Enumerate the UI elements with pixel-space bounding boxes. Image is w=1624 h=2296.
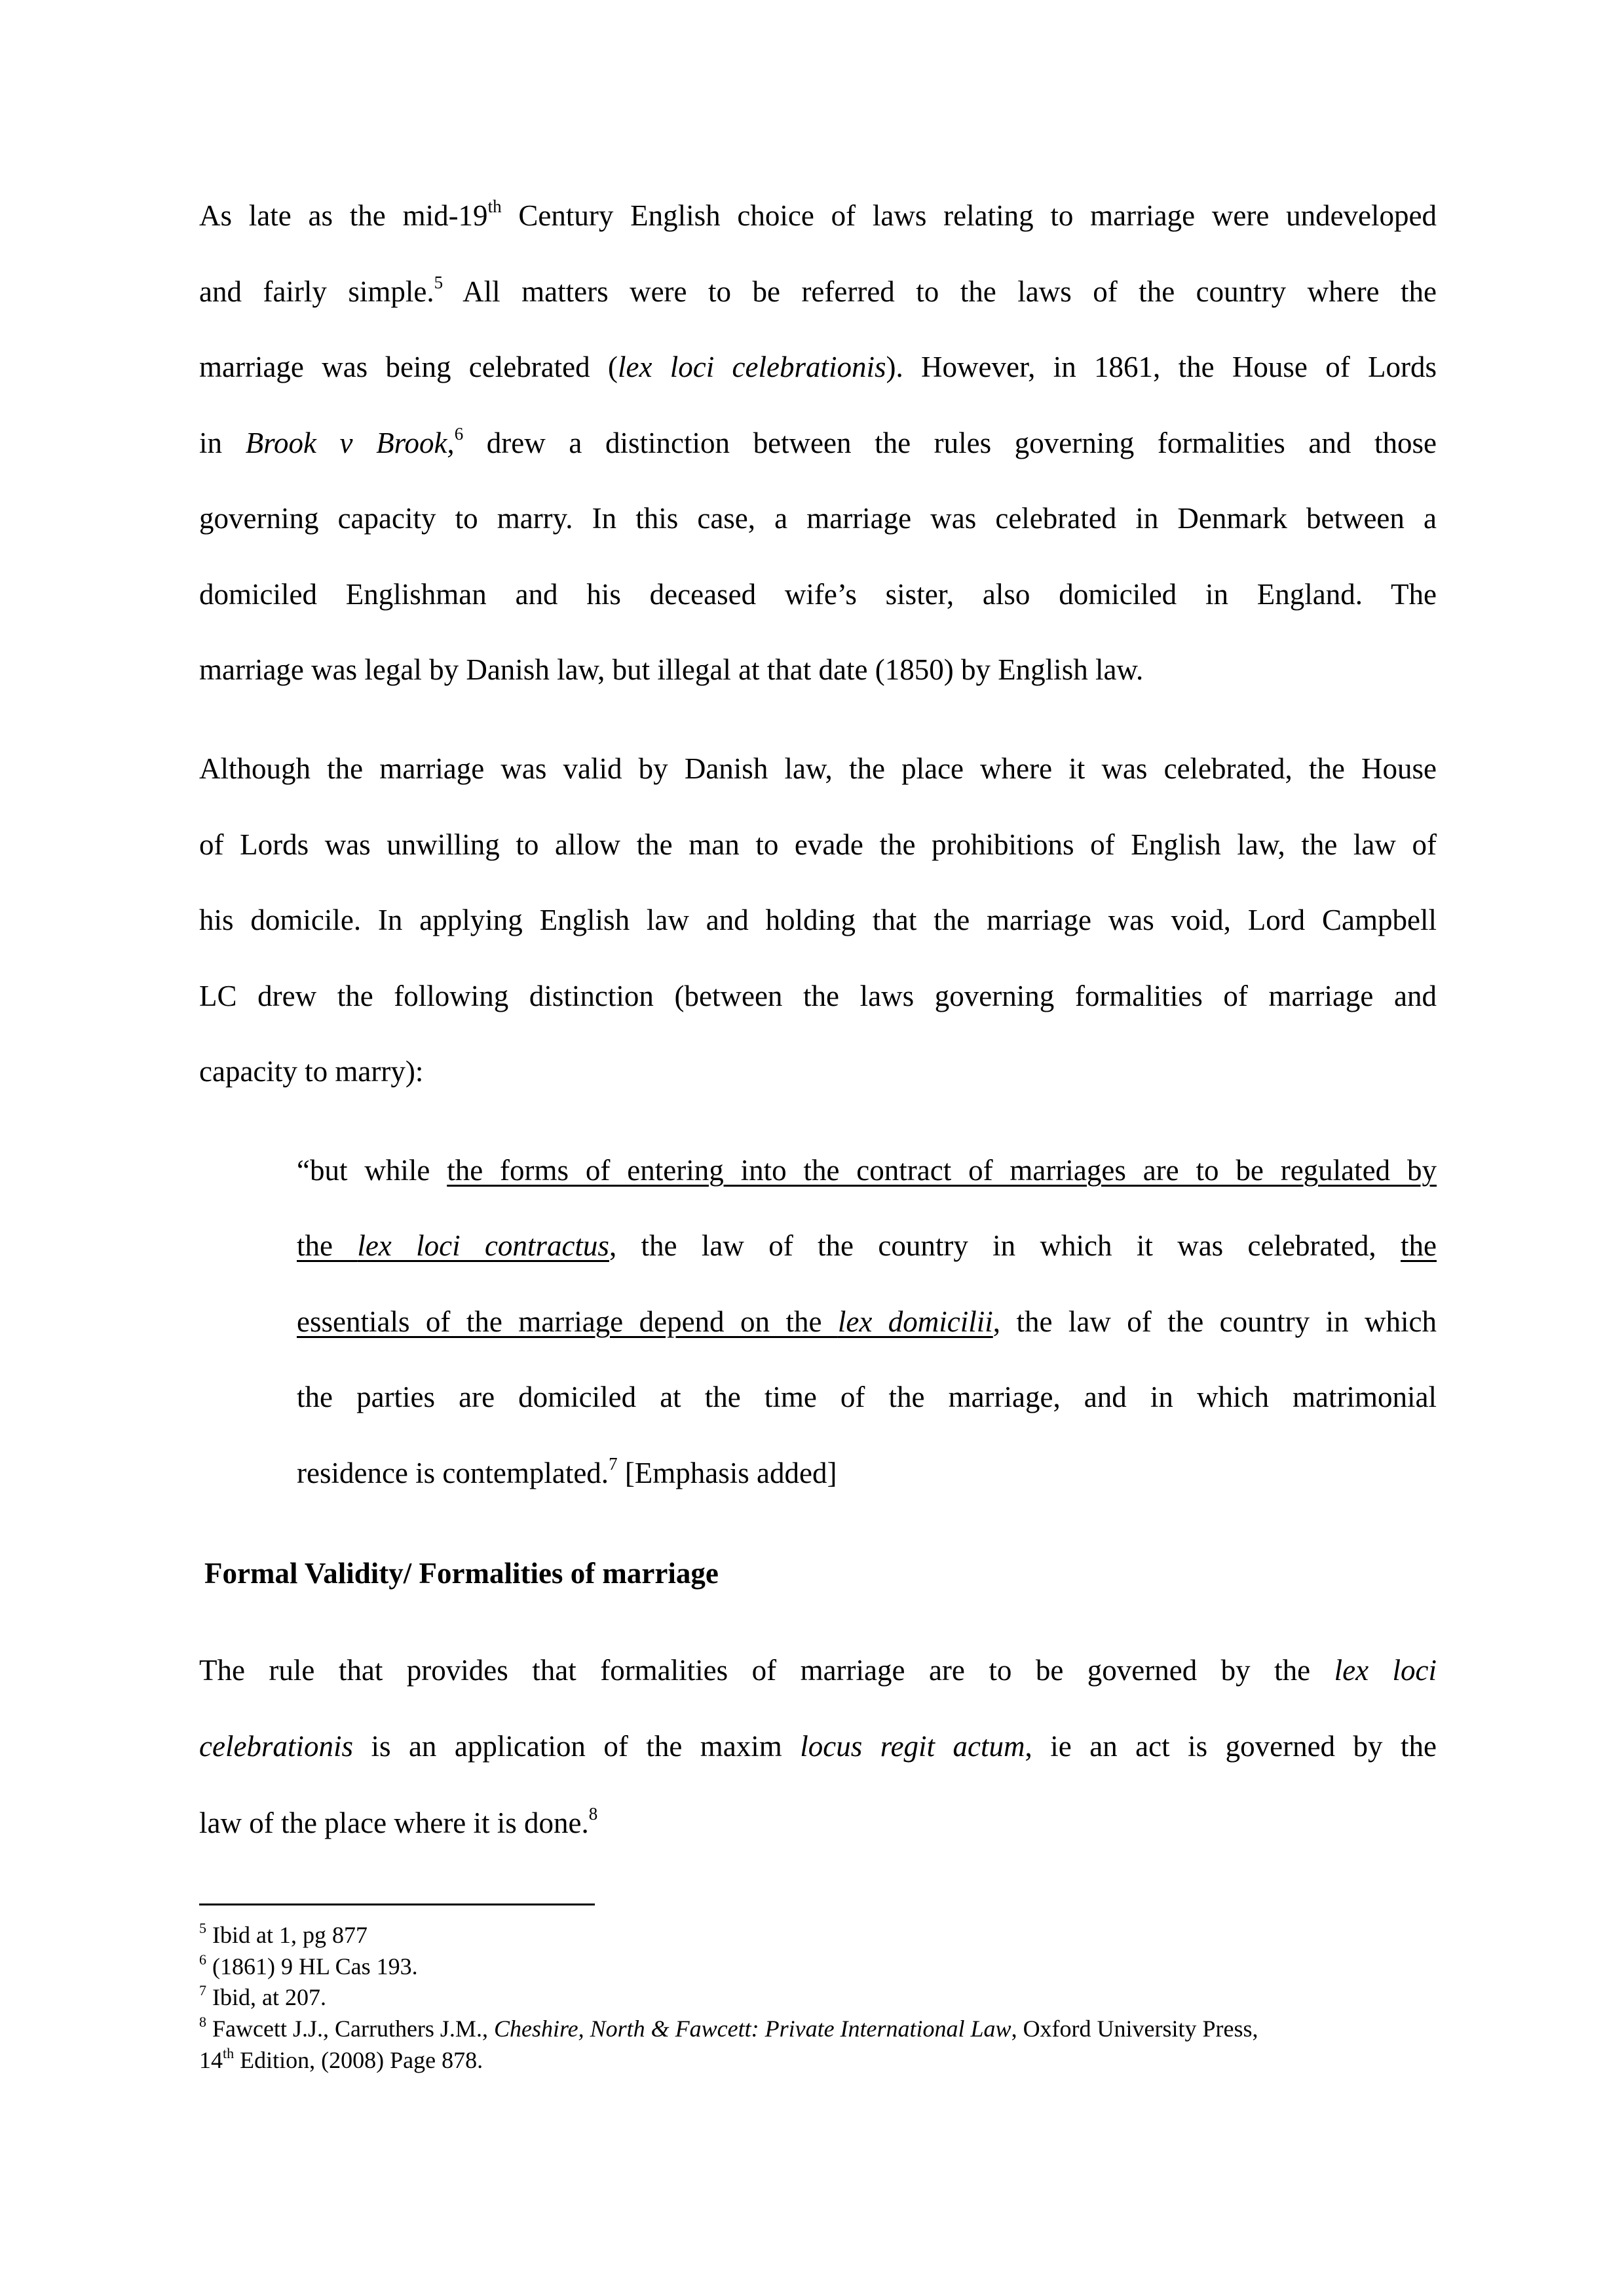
footnote-text: (1861) 9 HL Cas 193. [206,1953,418,1980]
quote-line2 [297,1227,1437,1264]
para1-line3 [199,349,1437,385]
footnote-ref-5[interactable]: 5 [434,273,444,292]
text: As late as the mid-19 [199,199,488,232]
superscript: th [487,197,502,216]
text: in [199,427,246,459]
case-name: Brook v Brook, [245,427,455,459]
footnote-number: 7 [199,1982,206,1999]
underlined-emphasis: the [1401,1229,1437,1262]
text: , ie an act is governed by the [1025,1730,1437,1763]
para1-line2 [199,273,1437,310]
footnote-text: Fawcett J.J., Carruthers J.M., [206,2016,494,2042]
footnote-separator [199,1904,595,1905]
underlined-emphasis: the forms of entering into the contract of marriages are to be regulated by [447,1154,1437,1187]
text: [Emphasis added] [617,1457,837,1489]
footnote-8-continued [199,2045,1437,2075]
para2-line4: LC drew the following distinction (between the laws governing formalities of marriage and [199,980,1437,1012]
footnote-text: Ibid, at 207. [206,1984,326,2010]
footnote-ref-8[interactable]: 8 [588,1804,598,1824]
italic-maxim: locus regit actum [800,1730,1025,1763]
book-title: Cheshire, North & Fawcett: Private International Law [493,2016,1011,2042]
footnote-text: Edition, (2008) Page 878. [234,2047,483,2073]
text: drew a distinction between the rules governing formalities and those [463,427,1437,459]
italic-term: lex domicilii [837,1305,993,1338]
para2-line3: his domicile. In applying English law and holding that the marriage was void, Lord Campbell [199,904,1437,936]
footnote-7 [199,1982,1437,2012]
italic-term: celebrationis [199,1730,353,1763]
footnote-text: Ibid at 1, pg 877 [206,1922,368,1948]
footnote-number: 6 [199,1951,206,1968]
para3-line3 [199,1805,1437,1841]
para1-line5: governing capacity to marry. In this case, a marriage was celebrated in Denmark between a [199,502,1437,535]
text: law of the place where it is done. [199,1807,589,1839]
section-heading: Formal Validity/ Formalities of marriage [204,1557,719,1590]
para1-line7: marriage was legal by Danish law, but illegal at that date (1850) by English law. [199,653,1144,686]
text: “but while [297,1154,447,1187]
underlined-emphasis [297,1305,993,1338]
footnote-number: 5 [199,1920,206,1936]
text: residence is contemplated. [297,1457,609,1489]
text: All matters were to be referred to the laws of the country where the [443,275,1437,308]
underlined-emphasis [297,1229,609,1262]
text: ). However, in 1861, the House of Lords [886,351,1437,383]
quote-line4: the parties are domiciled at the time of the marriage, and in which matrimonial [297,1381,1437,1413]
text: essentials of the marriage depend on the [297,1305,838,1338]
footnote-text: , Oxford University Press, [1011,2016,1258,2042]
quote-line5 [297,1455,1437,1491]
text: is an application of the maxim [352,1730,801,1763]
para1-line6: domiciled Englishman and his deceased wife’s sister, also domiciled in England. The [199,578,1437,611]
text: , the law of the country in which [992,1305,1437,1338]
para1-line4 [199,425,1437,461]
footnote-ref-6[interactable]: 6 [454,424,464,444]
footnote-number: 8 [199,2014,206,2030]
text: , the law of the country in which it was celebrated, [609,1229,1401,1262]
text: marriage was being celebrated ( [199,351,618,383]
footnote-ref-7[interactable]: 7 [609,1454,618,1474]
superscript: th [223,2045,235,2061]
para1-line1 [199,197,1437,234]
para2-line2: of Lords was unwilling to allow the man to evade the prohibitions of English law, the law of [199,828,1437,861]
text: The rule that provides that formalities of marriage are to be governed by the [199,1654,1334,1687]
para2-line1: Although the marriage was valid by Danish law, the place where it was celebrated, the House [199,752,1437,785]
text: and fairly simple. [199,275,434,308]
para3-line1 [199,1652,1437,1689]
text: Century English choice of laws relating to marriage were undeveloped [501,199,1437,232]
footnote-6 [199,1951,1437,1981]
quote-line3 [297,1303,1437,1340]
italic-term: lex loci [1334,1654,1437,1687]
italic-term: lex loci contractus [357,1229,609,1262]
footnote-5 [199,1920,1437,1950]
footnote-text: 14 [199,2047,223,2073]
footnote-8 [199,2014,1437,2044]
para3-line2 [199,1728,1437,1765]
para2-line5: capacity to marry): [199,1055,424,1088]
italic-term: lex loci celebrationis [617,351,886,383]
text: the [297,1229,358,1262]
quote-line1 [297,1152,1437,1189]
